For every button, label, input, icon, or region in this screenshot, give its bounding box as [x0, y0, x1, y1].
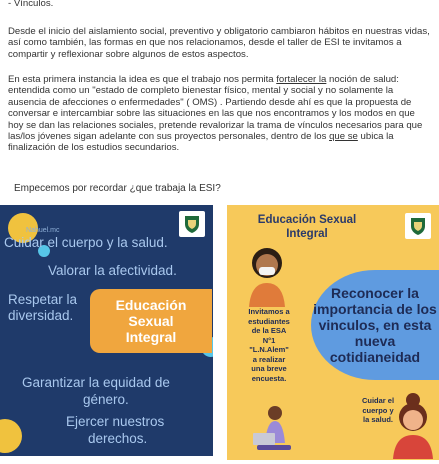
vinculos-bubble: [311, 270, 439, 380]
esi-title-line: Sexual: [128, 313, 174, 329]
esi-title-box: [90, 289, 212, 353]
care-line: cuerpo y: [362, 405, 394, 415]
document-top-line: - Vínculos.: [8, 0, 54, 9]
topic-gender-a: Garantizar la equidad de: [22, 375, 170, 390]
survey-invitation: [237, 307, 301, 383]
underlined-fortalecer: fortalecer la: [276, 74, 327, 85]
invite-line: de la ESA: [251, 326, 287, 335]
school-crest-icon: [405, 213, 431, 239]
poster-esi-survey: [227, 205, 439, 460]
topic-affectivity: Valorar la afectividad.: [48, 263, 177, 278]
poster-title-line: Integral: [286, 228, 328, 240]
topic-diversity-b: diversidad.: [8, 308, 74, 323]
masked-person-illustration: [245, 245, 289, 307]
question-text: Empecemos por recordar ¿que trabaja la ESI?: [14, 183, 221, 194]
poster-title-line: Educación Sexual: [257, 214, 357, 226]
underlined-que-se: que se: [329, 131, 358, 143]
topic-rights-a: Ejercer nuestros: [66, 414, 165, 429]
person-with-bun-illustration: [389, 393, 437, 459]
watermark: Nahuel.mc: [26, 227, 60, 234]
care-line: Cuidar el: [361, 396, 395, 405]
esi-title-line: Educación: [115, 297, 187, 313]
decorative-circle-yellow-bottom: [0, 419, 22, 453]
topic-care-body: Cuidar el cuerpo y la salud.: [4, 235, 168, 250]
esi-title-line: Integral: [125, 329, 177, 345]
topic-diversity-a: Respetar la: [8, 292, 78, 307]
paragraph-health-part2: noción de salud: entendida como un "estado de completo bienestar físico, mental y social y no solamente la ausencia de afecciones o enfermedades" ( OMS) . Partiendo desde ahí es que la propuesta de conversar e intercambiar sobre las situaciones en las que nos encontramos y los modos en que hoy se dan las relaciones sociales, pretende revalorizar la trama de vínculos necesarios para que las/los jóvenes sigan adelante con sus proyectos personales, dentro de los: [8, 74, 423, 143]
paragraph-health-part3: ubica la finalización de los estudios secundarios.: [8, 131, 394, 154]
invite-line: estudiantes: [248, 316, 290, 326]
paragraph-health: [8, 74, 431, 154]
poster-title: [237, 213, 377, 241]
invite-line: "L.N.Alem": [249, 345, 289, 354]
topic-rights-b: derechos.: [88, 431, 148, 446]
poster-esi-topics: [0, 205, 213, 456]
care-line: la salud.: [362, 415, 393, 424]
invite-line: encuesta.: [251, 373, 287, 383]
invite-line: a realizar: [252, 354, 286, 364]
paragraph-health-part1: En esta primera instancia la idea es que el trabajo nos permita: [8, 74, 277, 85]
topic-gender-b: género.: [83, 392, 129, 407]
vinculos-text: Reconocer la importancia de los vinculos, en esta nueva cotidianeidad: [313, 285, 437, 365]
school-crest-icon: [179, 211, 205, 237]
invite-line: una breve: [251, 364, 287, 373]
paragraph-intro: Desde el inicio del aislamiento social, preventivo y obligatorio cambiaron hábitos en nuestras vidas, así como también, las formas en que nos relacionamos, desde el taller de ESI te invitamos a compartir y reflexionar sobre algunos de estos aspectos.: [8, 26, 430, 60]
invite-line: N°1: [262, 335, 276, 345]
person-with-laptop-illustration: [245, 403, 301, 455]
invite-line: Invitamos a: [248, 307, 290, 316]
